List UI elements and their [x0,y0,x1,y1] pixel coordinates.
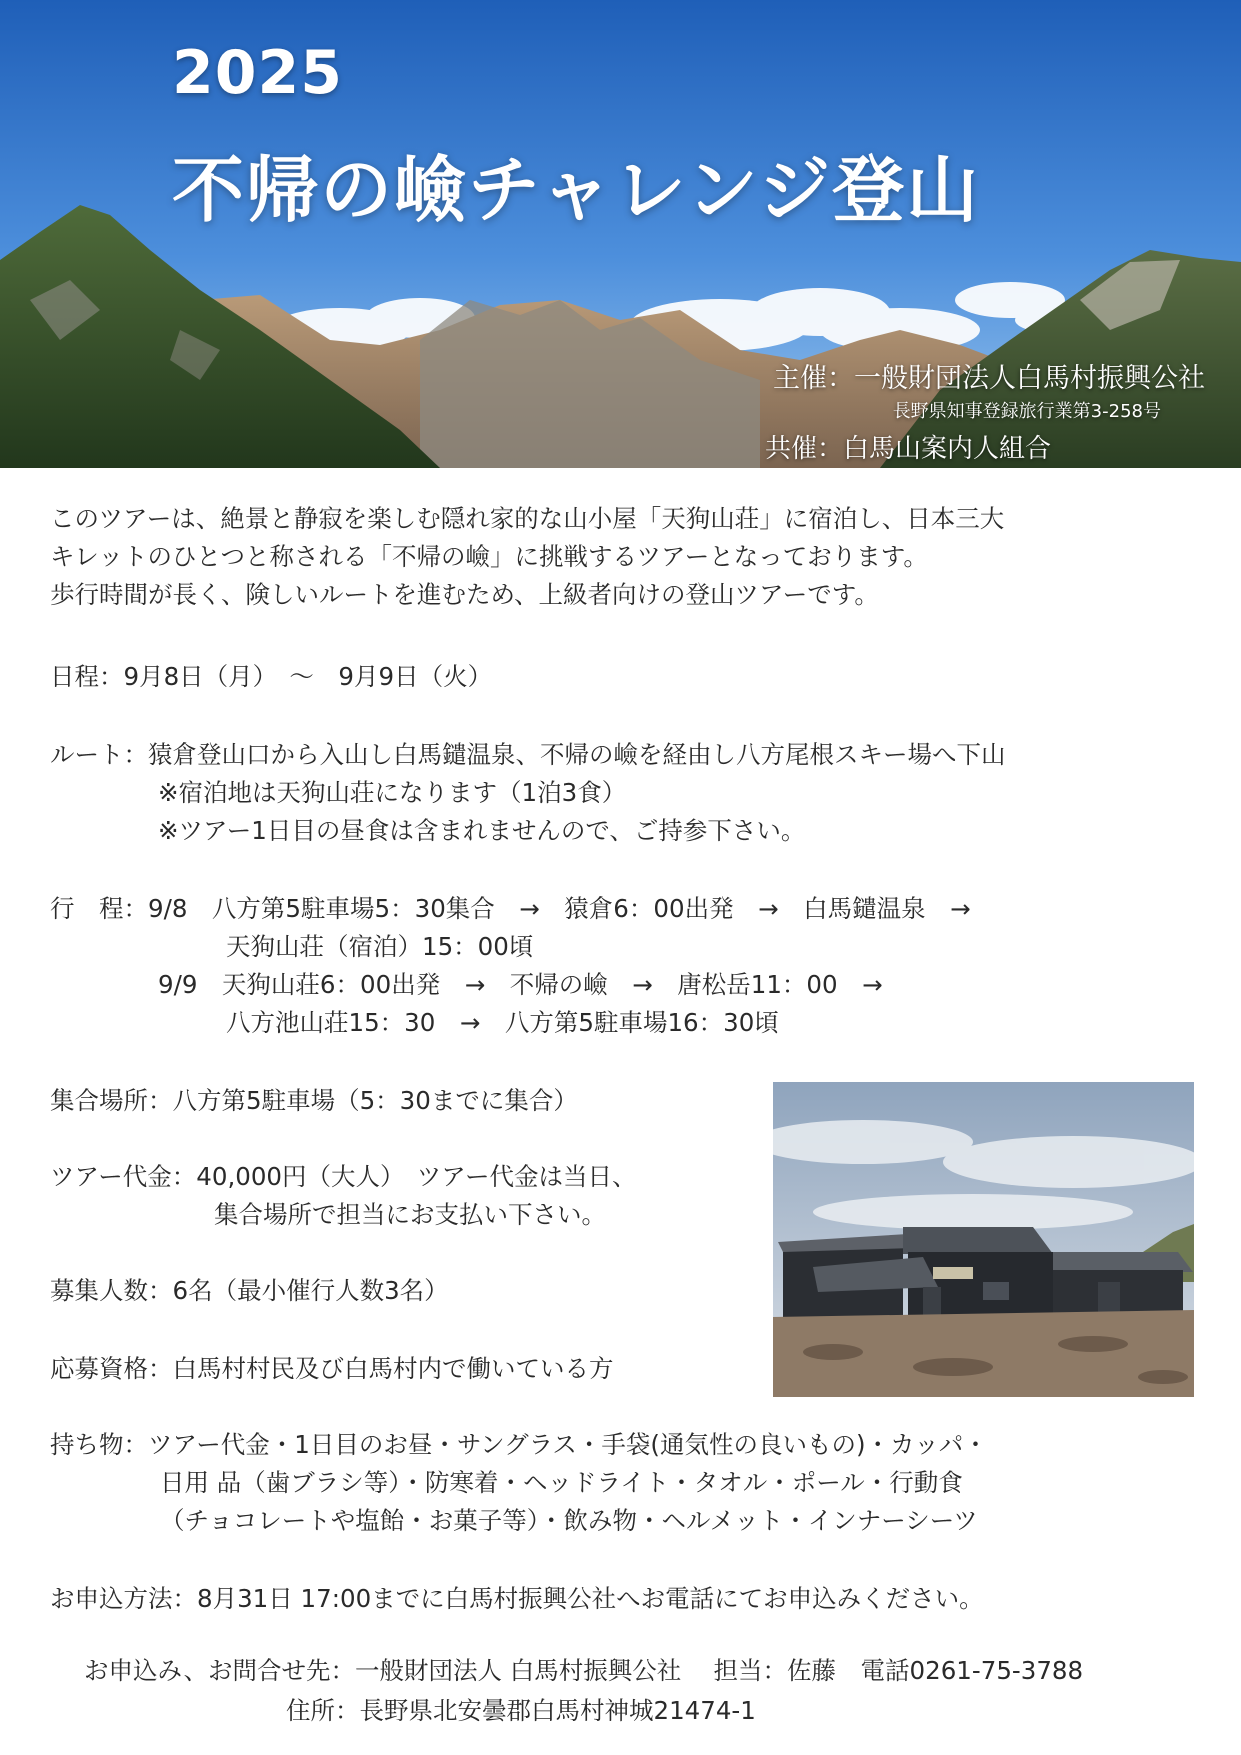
tour-fee-note: 集合場所で担当にお支払い下さい。 [214,1200,606,1229]
route-note-lodging: ※宿泊地は天狗山荘になります（1泊3食） [158,778,627,807]
items-to-bring-cont1: 日用 品（歯ブラシ等）・防寒着・ヘッドライト・タオル・ポール・行動食 [160,1468,963,1497]
items-to-bring: 持ち物：ツアー代金・1日目のお昼・サングラス・手袋(通気性の良いもの)・カッパ・ [50,1430,988,1459]
schedule-date: 日程：9月8日（月） ～ 9月9日（火） [50,662,493,691]
contact-info: お申込み、お問合せ先：一般財団法人 白馬村振興公社 担当：佐藤 電話0261-75-3788 [84,1656,1084,1685]
cosponsor-text: 共催：白馬山案内人組合 [765,434,1052,464]
tour-fee: ツアー代金：40,000円（大人） ツアー代金は当日、 [50,1162,637,1191]
application-method: お申込方法：8月31日 17:00までに白馬村振興公社へお電話にてお申込みください。 [50,1584,984,1613]
itinerary-day2-cont: 八方池山荘15：30 → 八方第5駐車場16：30頃 [226,1008,779,1037]
capacity: 募集人数：6名（最小催行人数3名） [50,1276,449,1305]
itinerary-day1-cont: 天狗山荘（宿泊）15：00頃 [226,932,534,961]
intro-line-3: 歩行時間が長く、険しいルートを進むため、上級者向けの登山ツアーです。 [50,580,879,609]
title-year: 2025 [172,38,343,108]
page-title: 不帰の嶮チャレンジ登山 [172,148,981,232]
itinerary-day1: 行 程：9/8 八方第5駐車場5：30集合 → 猿倉6：00出発 → 白馬鑓温泉 → [50,894,971,923]
contact-address: 住所：長野県北安曇郡白馬村神城21474-1 [286,1696,756,1725]
route-note-lunch: ※ツアー1日目の昼食は含まれませんので、ご持参下さい。 [158,816,806,845]
itinerary-day2: 9/9 天狗山荘6：00出発 → 不帰の嶮 → 唐松岳11：00 → [158,970,883,999]
registration-text: 長野県知事登録旅行業第3-258号 [892,401,1161,422]
intro-line-1: このツアーは、絶景と静寂を楽しむ隠れ家的な山小屋「天狗山荘」に宿泊し、日本三大 [50,504,1005,533]
meeting-place: 集合場所：八方第5駐車場（5：30までに集合） [50,1086,578,1115]
route-line: ルート：猿倉登山口から入山し白馬鑓温泉、不帰の嶮を経由し八方尾根スキー場へ下山 [50,740,1006,769]
hero-banner [0,0,1241,468]
tengu-hut-image [773,1082,1194,1397]
items-to-bring-cont2: （チョコレートや塩飴・お菓子等）・飲み物・ヘルメット・インナーシーツ [160,1506,978,1535]
intro-line-2: キレットのひとつと称される「不帰の嶮」に挑戦するツアーとなっております。 [50,542,928,571]
organizer-text: 主催：一般財団法人白馬村振興公社 [773,363,1205,394]
eligibility: 応募資格：白馬村村民及び白馬村内で働いている方 [50,1354,614,1383]
mountain-hut-photo [773,1082,1194,1397]
